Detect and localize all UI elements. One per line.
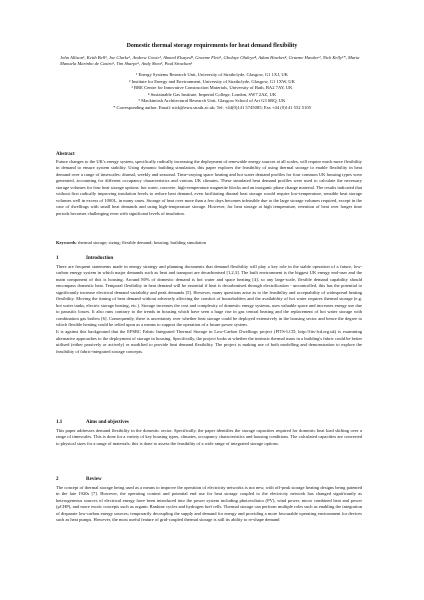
section-aims-objectives [56,420,362,447]
affiliation-list [0,72,424,112]
section-title: Aims and objectives [86,420,129,425]
paper-title: Domestic thermal storage requirements for heat demand flexibility [126,43,298,49]
section-number: 1 [56,256,59,261]
affiliation-line: ⁵ Mackintosh Architectural Research Unit, Glasgow School of Art G3 6RQ, UK [138,98,286,104]
section-title: Review [86,477,102,482]
section-paragraph: There are frequent statements made in energy strategy and planning documents that demand flexibility will play a key role in the stable operation of a future, low-carbon energy system in which major demands such as heat and transport are decarbonised [1,2,3]. The built environment is the biggest UK energy end-user and the main component of this is housing. Around 80% of domestic demand is hot water and space heating [4], so any large-scale, flexible demand capability should encompass domestic heat. Temporal flexibility in heat demand will be essential if heat is decarbonised through electrification - uncontrolled, this has the potential to significantly increase electrical demand variability and peak demands [5]. However, many questions arise as to the feasibility and acceptability of widespread heating flexibility. Moving the timing of heat demand without adversely affecting the comfort of householders and the availability of hot water requires thermal storage (e.g. hot water tanks, electric storage heating, etc.). Storage increases the cost and complexity of domestic energy systems, uses valuable space and increases energy use due to parasitic losses. It also runs contrary to the trends in housing which have seen a huge rise in gas central heating and the replacement of hot water storage with combination gas boilers [6]. Consequently, there is uncertainty over whether heat storage could be deployed extensively in the housing sector and hence the degree to which flexible heating could be relied upon as a means to support the operation of a future power system. [56,263,362,328]
section-paragraph: The concept of thermal storage being used as a means to improve the operation of electricity networks is not new, with off-peak storage heating designs being patented in the late 1920s [7]. However, the operating context and potential end use for heat storage coupled to the electricity network has changed significantly as heterogeneous sources of electrical energy have been introduced into the power system including photovoltaics (PV), wind power, micro combined heat and power (μCHP), and more exotic concepts such as organic Rankine cycles and hydrogen fuel cells. Thermal storage can perform multiple roles such as enabling the integration of disparate low-carbon energy sources; temporarily decoupling the supply and demand for energy and providing a more favourable operating environment for devices such as heat pumps. However, the most useful feature of grid-coupled thermal storage is still its ability to re-shape demand [56,484,362,523]
keywords [56,240,362,247]
section-heading [56,256,362,263]
affiliation-line: ¹ Energy Systems Research Unit, University of Strathclyde, Glasgow, G1 1XJ, UK [136,72,288,77]
section-heading [56,420,362,427]
abstract-text: Future changes to the UK's energy system, specifically radically increasing the deployment of renewable energy sources at all scales, will require much more flexibility in demand to ensure system stability. Using dynamic building simulation, this paper explores the feasibility of using thermal storage to enable flexibility in heat demand over a range of timescales: diurnal, weekly and seasonal. Time-varying space heating and hot water demand profiles for four common UK housing types were generated, accounting for different occupancy characteristics and various UK climates. These simulated heat demand profiles were used to calculate the necessary storage volumes for four heat storage options: hot water, concrete, high-temperature magnetite blocks and an inorganic phase change material. The results indicated that without first radically improving insulation levels to reduce heat demand, even facilitating diurnal heat storage would require low-temperature, sensible heat storage volumes well in excess of 1000L, in many cases. Storage of heat over more than a few days becomes infeasible due to the large storage volumes required, except in the case of dwellings with small heat demands and using high-temperature storage. However, for heat storage at high temperature, retention of heat over longer time periods becomes challenging even with significant levels of insulation. [56,158,362,216]
corresponding-author: * Corresponding author. Email: nick@esru.strath.ac.uk; Tel: +44(0)141 5745085; Fax +44 (0)141 552 5105 [113,104,311,110]
affiliation-line: ³ BRE Centre for Innovative Construction Materials, University of Bath, BA2 7AY, UK [131,85,293,91]
author-list: John Allison¹, Keith Bell², Joe Clarke¹, Andrew Cowie¹, Ahmed Elsayed³, Graeme Flett¹, Gbolaye Oluleye⁴, Adam Hawkes⁴, Graeme Hawker², Nick Kelly¹*, Maria Manuela Marinho de Castro⁵, Tim Sharpe⁵, Andy Shea³, Paul Strachan¹ [60,55,360,67]
section-paragraph: It is against this background that the EPSRC Fabric Integrated Thermal Storage in Low-Carbon Dwellings project (FITS-LCD, http://fits-lcd.org.uk) is examining alternative approaches to the deployment of storage in housing. Specifically, the project looks at whether the intrinsic thermal mass in a building's fabric could be better utilised (either passively or actively) or modified to provide heat demand flexibility. The project is making use of both modelling and demonstration to explore the feasibility of fabric-integrated storage concepts. [56,328,362,354]
abstract-heading: Abstract [56,152,75,157]
section-heading [56,477,362,484]
affiliation-line: ² Institute for Energy and Environment, University of Strathclyde, Glasgow, G1 1XW, UK [129,78,295,84]
section-number: 1.1 [56,420,63,425]
keywords-text: : thermal storage; sizing; flexible demand; housing; building simulation [75,240,207,245]
abstract [56,152,362,217]
affiliation-line: ⁴ Sustainable Gas Institute, Imperial College, London, SW7 2AZ, UK [147,91,277,97]
section-title: Introduction [86,256,114,261]
section-number: 2 [56,477,59,482]
section-introduction [56,256,362,355]
keywords-label: Keywords [56,240,76,245]
section-paragraph: This paper addresses demand flexibility in the domestic sector. Specifically, the paper identifies the storage capacities required for domestic heat load shifting over a range of timescales. This is done for a variety of key housing types, climates, occupancy characteristics and housing conditions. The calculated capacities are converted to physical sizes for a range of materials; this is done to assess the feasibility of a wide range of integrated storage options. [56,427,362,446]
section-review [56,477,362,524]
